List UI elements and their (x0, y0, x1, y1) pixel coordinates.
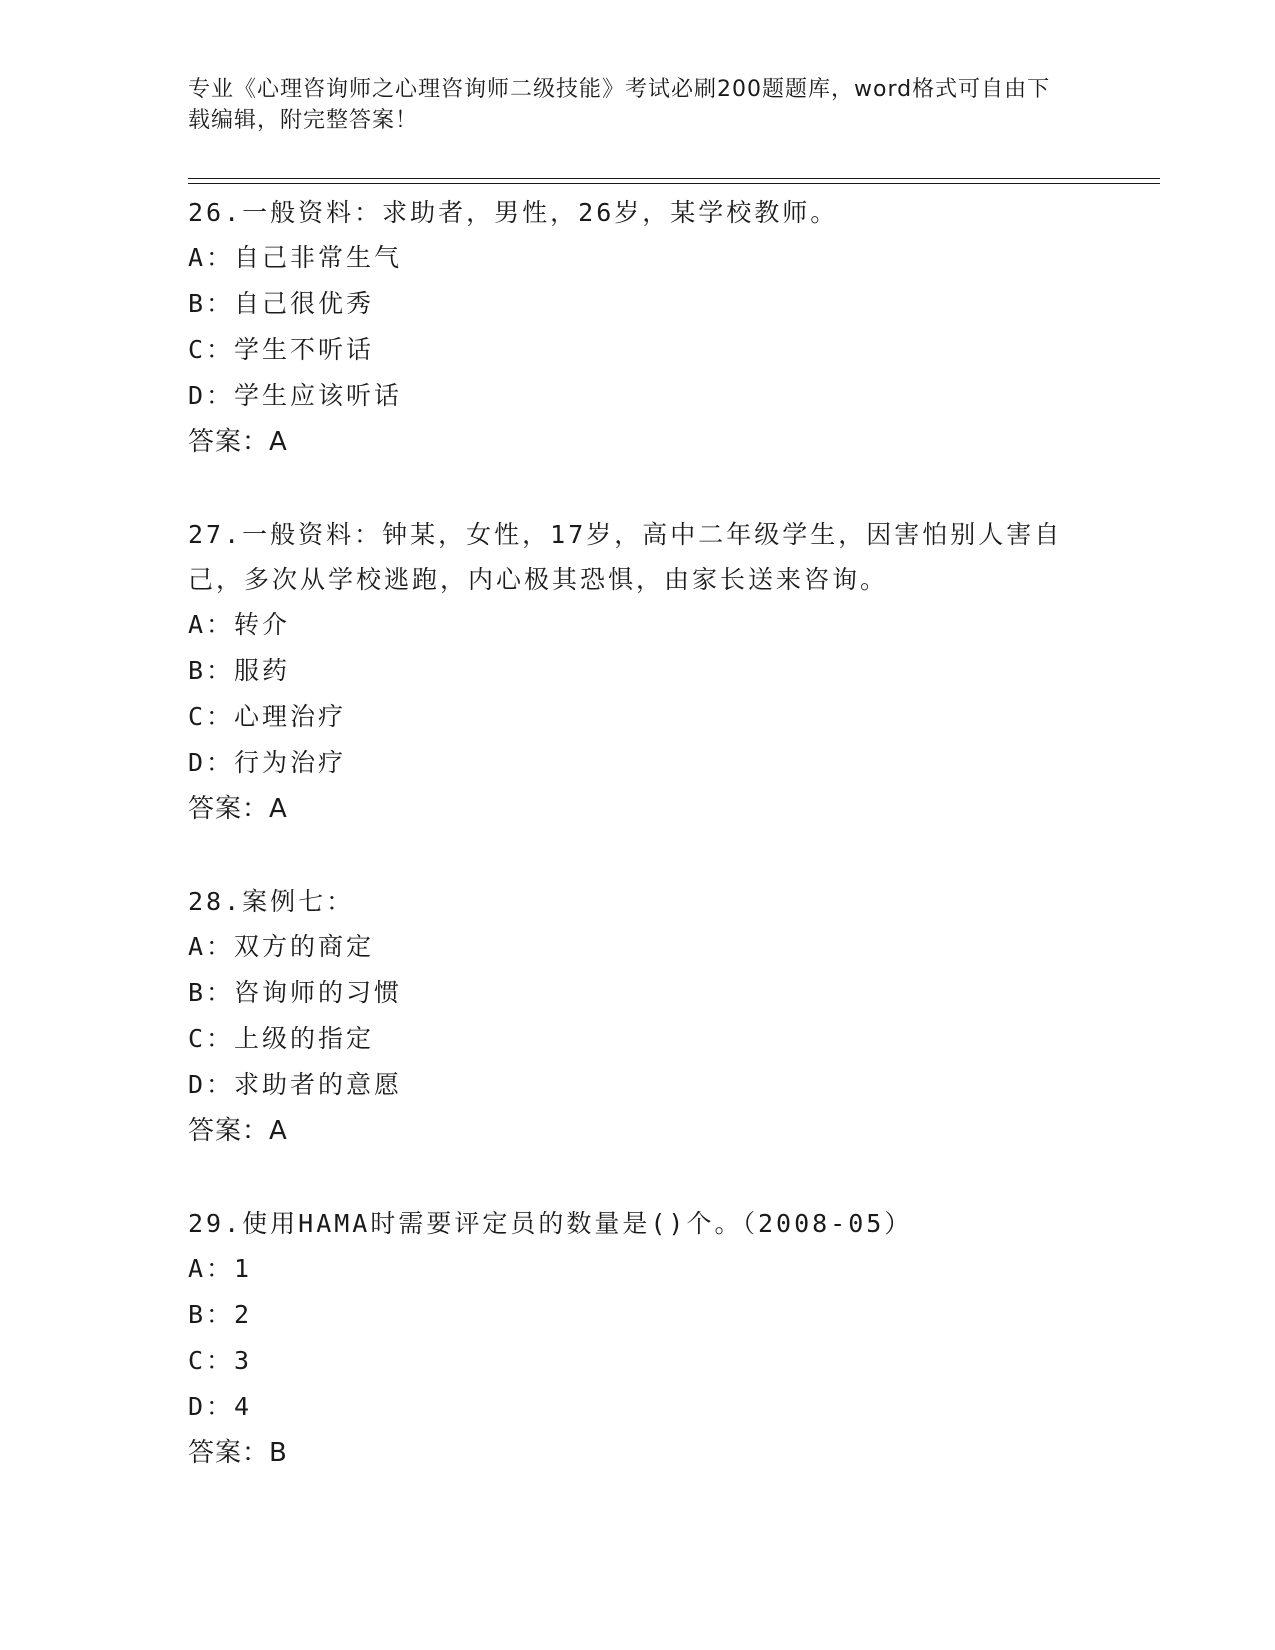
question-stem: 29.使用HAMA时需要评定员的数量是()个。（2008-05） (188, 1209, 913, 1238)
answer-line: 答案：B (188, 1438, 288, 1468)
option-d: D：求助者的意愿 (188, 1070, 403, 1099)
answer-line: 答案：A (188, 1116, 288, 1146)
option-a: A：自己非常生气 (188, 243, 403, 272)
question-27 (188, 512, 1118, 832)
option-d: D：行为治疗 (188, 748, 347, 777)
option-a: A：双方的商定 (188, 932, 375, 961)
question-stem: 27.一般资料：钟某，女性，17岁，高中二年级学生，因害怕别人害自己，多次从学校逃跑，内心极其恐惧，由家长送来咨询。 (188, 520, 1063, 594)
option-c: C：心理治疗 (188, 702, 347, 731)
document-header: 专业《心理咨询师之心理咨询师二级技能》考试必刷200题题库，word格式可自由下载编辑，附完整答案！ (188, 77, 1051, 133)
question-list (188, 190, 1118, 1523)
option-b: B：服药 (188, 656, 291, 685)
option-a: A：转介 (188, 610, 291, 639)
option-b: B：自己很优秀 (188, 289, 375, 318)
option-b: B：咨询师的习惯 (188, 978, 403, 1007)
option-a: A：1 (188, 1254, 253, 1283)
option-b: B：2 (188, 1300, 253, 1329)
answer-line: 答案：A (188, 794, 288, 824)
question-29 (188, 1201, 1118, 1476)
question-stem: 26.一般资料：求助者，男性，26岁，某学校教师。 (188, 198, 839, 227)
option-d: D：学生应该听话 (188, 381, 403, 410)
question-stem: 28.案例七： (188, 887, 355, 916)
answer-line: 答案：A (188, 427, 288, 457)
header-divider-bottom (188, 183, 1160, 184)
option-c: C：上级的指定 (188, 1024, 375, 1053)
question-26 (188, 190, 1118, 465)
header-divider-top (188, 178, 1160, 179)
option-c: C：3 (188, 1346, 253, 1375)
question-28 (188, 879, 1118, 1154)
option-c: C：学生不听话 (188, 335, 375, 364)
option-d: D：4 (188, 1392, 253, 1421)
